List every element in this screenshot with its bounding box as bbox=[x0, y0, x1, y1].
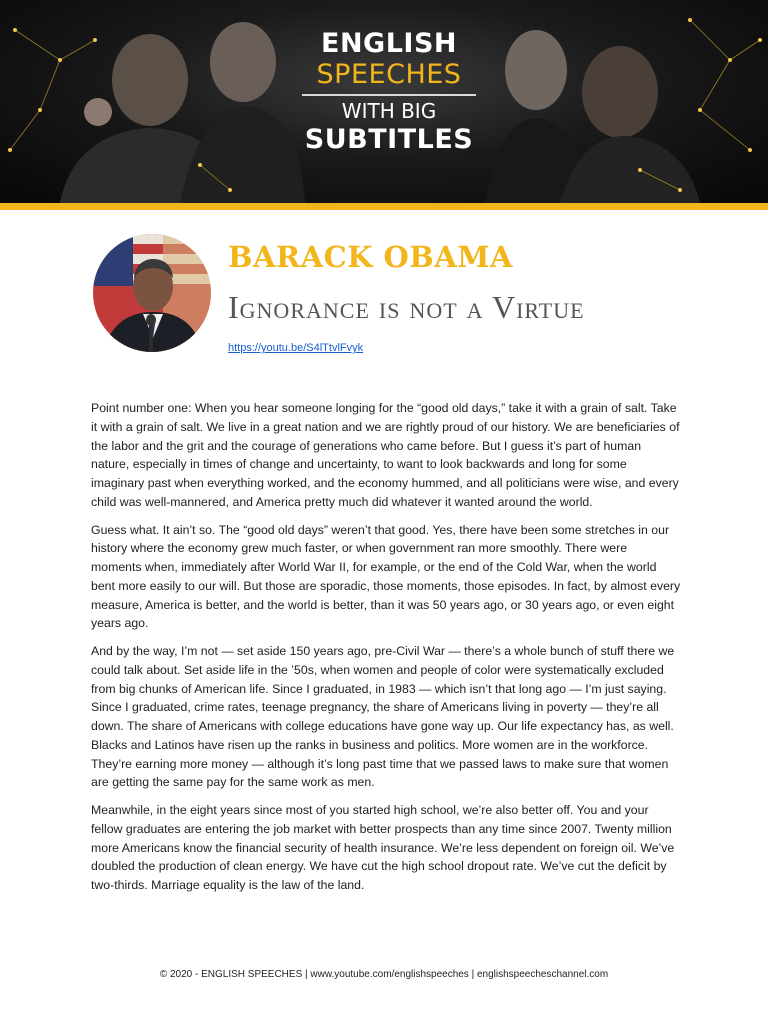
transcript-paragraph: And by the way, I’m not — set aside 150 years ago, pre-Civil War — there’s a whole bunch of stuff there we could talk about. Set aside life in the ’50s, when women and people of color were systematically excluded from big chunks of American life. Since I graduated, in 1983 — which isn’t that long ago — I’m just saying. Since I graduated, crime rates, teenage pregnancy, the share of Americans living in poverty — they’re all down. The share of Americans with college educations have gone way up. Our life expectancy has, as well. Blacks and Latinos have risen up the ranks in business and politics. More women are in the workforce. They’re earning more money — although it’s long past time that we passed laws to make sure that women are getting the same pay for the same work as men. bbox=[91, 644, 675, 790]
brand-logo bbox=[296, 28, 482, 156]
speech-title: Ignorance is not a Virtue bbox=[228, 289, 585, 325]
speech-transcript bbox=[91, 399, 681, 904]
page-footer: © 2020 - ENGLISH SPEECHES | www.youtube.com/englishspeeches | englishspeecheschannel.com bbox=[159, 969, 609, 980]
brand-line-speeches: SPEECHES bbox=[316, 59, 462, 90]
transcript-paragraph: Guess what. It ain’t so. The “good old days” weren’t that good. Yes, there have been some stretches in our history where the economy grew much faster, or when government ran more smoothly. There were moments when, immediately after World War II, for example, or the end of the Cold War, when the world bent more easily to our will. But those are sporadic, those moments, those episodes. In fact, by almost every measure, America is better, and the world is better, than it was 50 years ago, or 30 years ago, or even eight years ago. bbox=[91, 522, 681, 631]
brand-line-with-big: WITH BIG bbox=[341, 99, 437, 123]
speaker-portrait bbox=[93, 234, 211, 352]
brand-divider bbox=[302, 94, 476, 96]
transcript-paragraph: Point number one: When you hear someone longing for the “good old days,” take it with a grain of salt. Take it with a grain of salt. We live in a great nation and we are rightly proud of our history. We are beneficiaries of the labor and the grit and the courage of generations who came before. But I guess it’s part of human nature, especially in times of change and uncertainty, to want to look backwards and long for some imaginary past when everything worked, and the economy hummed, and all politicians were wise, and every child was well-mannered, and America pretty much did whatever it wanted around the world. bbox=[91, 401, 680, 509]
speaker-name: BARACK OBAMA bbox=[228, 240, 513, 274]
header-banner bbox=[0, 0, 768, 203]
banner-accent-bar bbox=[0, 203, 768, 210]
brand-line-english: ENGLISH bbox=[321, 28, 457, 59]
video-link[interactable]: https://youtu.be/S4lTtvlFvyk bbox=[228, 342, 364, 354]
brand-line-subtitles: SUBTITLES bbox=[304, 124, 474, 155]
portrait-image bbox=[93, 234, 211, 352]
transcript-paragraph: Meanwhile, in the eight years since most of you started high school, we’re also better off. You and your fellow graduates are entering the job market with better prospects than any time since 2007. Twenty million more Americans know the financial security of health insurance. We’re less dependent on foreign oil. We’ve doubled the production of clean energy. We have cut the high school dropout rate. We’ve cut the deficit by two-thirds. Marriage equality is the law of the land. bbox=[91, 803, 675, 892]
